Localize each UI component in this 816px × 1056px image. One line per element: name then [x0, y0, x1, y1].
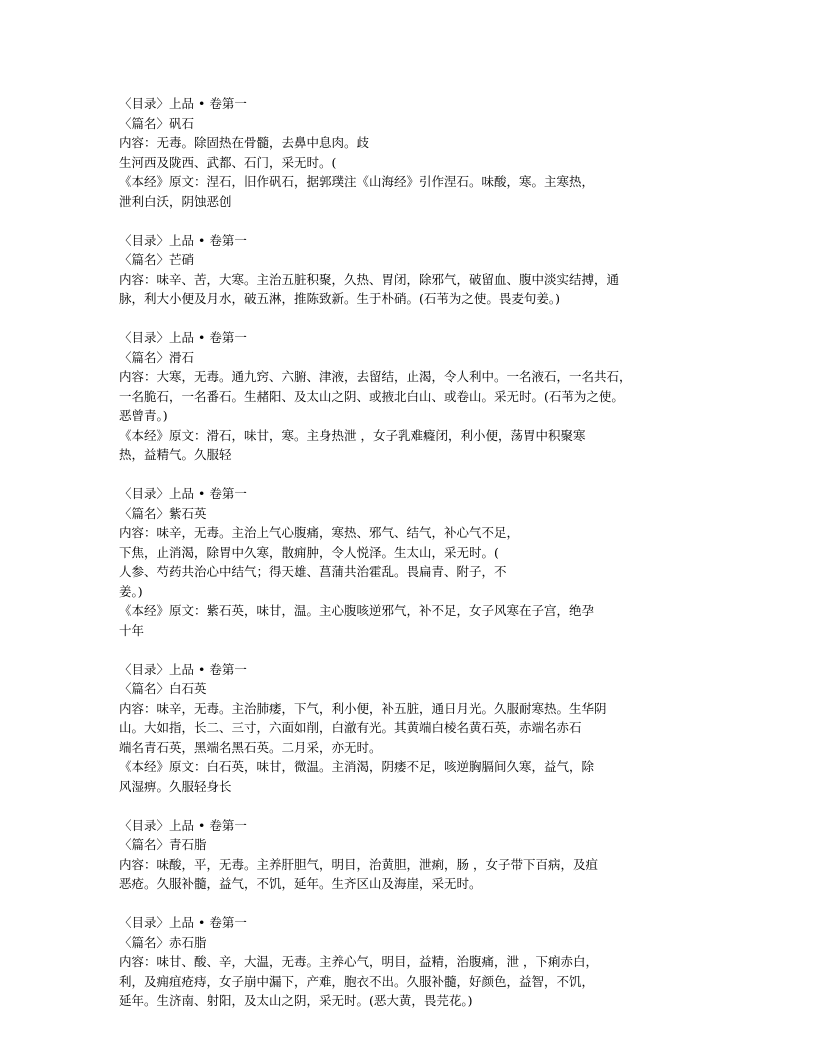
entry-text-line: 热，益精气。久服轻 — [119, 447, 232, 462]
entry-text-line: 恶曾青。) — [119, 408, 168, 423]
entry-catalog-line: 〈目录〉上品 • 卷第一 — [119, 330, 247, 345]
entry-text-line: 内容：味酸，平，无毒。主养肝胆气，明目，治黄胆，泄痢，肠 ，女子带下百病，及疽 — [119, 856, 598, 872]
herb-entry — [119, 484, 719, 640]
entry-text-line: 山。大如指，长二、三寸，六面如削，白澈有光。其黄端白棱名黄石英，赤端名赤石 — [119, 720, 582, 735]
herb-entry — [119, 913, 719, 1011]
herb-entry — [119, 94, 719, 211]
entry-title-line: 〈篇名〉青石脂 — [119, 837, 207, 852]
entry-text-line: 恶疮。久服补髓，益气，不饥，延年。生齐区山及海崖，采无时。 — [119, 876, 482, 891]
entry-text-line: 《本经》原文：白石英，味甘，微温。主消渴，阴痿不足，咳逆胸膈间久寒，益气，除 — [119, 759, 595, 774]
document-page — [119, 94, 719, 1030]
entry-text-line: 利，及痈疽疮痔，女子崩中漏下，产难，胞衣不出。久服补髓，好颜色，益智，不饥， — [119, 973, 595, 989]
entry-text-line: 内容：味甘、酸、辛，大温，无毒。主养心气，明目，益精，治腹痛，泄 ，下痢赤白， — [119, 954, 598, 969]
entry-title-line: 〈篇名〉滑石 — [119, 349, 195, 365]
entry-text-line: 内容：味辛，无毒。主治上气心腹痛，寒热、邪气、结气，补心气不足， — [119, 525, 520, 540]
entry-catalog-line: 〈目录〉上品 • 卷第一 — [119, 96, 247, 111]
entry-text-line: 一名脆石，一名番石。生赭阳、及太山之阴、或掖北白山、或卷山。采无时。(石苇为之使。 — [119, 388, 624, 404]
entry-text-line: 延年。生济南、射阳，及太山之阴，采无时。(恶大黄，畏芫花。) — [119, 993, 473, 1008]
entry-catalog-line: 〈目录〉上品 • 卷第一 — [119, 817, 247, 833]
herb-entry — [119, 660, 719, 797]
entry-text-line: 脉，利大小便及月水，破五淋，推陈致新。生于朴硝。(石苇为之使。畏麦句姜。) — [119, 291, 561, 306]
herb-entry — [119, 816, 719, 894]
entry-text-line: 端名青石英，黑端名黑石英。二月采，亦无时。 — [119, 739, 382, 755]
entry-title-line: 〈篇名〉白石英 — [119, 681, 207, 696]
entry-text-line: 内容：无毒。除固热在骨髓，去鼻中息肉。歧 — [119, 135, 370, 150]
entry-title-line: 〈篇名〉芒硝 — [119, 252, 195, 267]
entry-text-line: 《本经》原文：紫石英，味甘，温。主心腹咳逆邪气，补不足，女子风寒在子宫，绝孕 — [119, 603, 595, 618]
entry-catalog-line: 〈目录〉上品 • 卷第一 — [119, 232, 247, 248]
entry-catalog-line: 〈目录〉上品 • 卷第一 — [119, 915, 247, 930]
entry-text-line: 姜。) — [119, 583, 143, 599]
herb-entry — [119, 328, 719, 465]
entry-title-line: 〈篇名〉赤石脂 — [119, 934, 207, 950]
herb-entry — [119, 231, 719, 309]
entry-title-line: 〈篇名〉矾石 — [119, 115, 195, 131]
entry-catalog-line: 〈目录〉上品 • 卷第一 — [119, 486, 247, 501]
entry-text-line: 《本经》原文：涅石，旧作矾石，据郭璞注《山海经》引作涅石。味酸，寒。主寒热， — [119, 174, 595, 189]
entry-catalog-line: 〈目录〉上品 • 卷第一 — [119, 661, 247, 677]
entry-title-line: 〈篇名〉紫石英 — [119, 505, 207, 521]
entry-text-line: 生河西及陇西、武都、石门，采无时。( — [119, 154, 337, 170]
entry-text-line: 人参、芍药共治心中结气；得天雄、菖蒲共治霍乱。畏扁青、附子，不 — [119, 564, 507, 579]
entry-text-line: 下焦，止消渴，除胃中久寒，散痈肿，令人悦泽。生太山，采无时。( — [119, 544, 499, 560]
entry-text-line: 内容：味辛，无毒。主治肺痿，下气，利小便，补五脏，通日月光。久服耐寒热。生华阴 — [119, 700, 607, 716]
entry-text-line: 十年 — [119, 622, 145, 638]
entry-text-line: 泄利白沃，阴蚀恶创 — [119, 193, 232, 209]
entry-text-line: 风湿痹。久服轻身长 — [119, 778, 232, 794]
entry-text-line: 内容：大寒，无毒。通九窍、六腑、津液，去留结，止渴，令人利中。一名液石，一名共石， — [119, 369, 632, 384]
entry-text-line: 内容：味辛、苦，大寒。主治五脏积聚，久热、胃闭，除邪气，破留血、腹中淡实结搏，通 — [119, 271, 620, 287]
entry-text-line: 《本经》原文：滑石，味甘，寒。主身热泄 ，女子乳难癃闭，利小便，荡胃中积聚寒 — [119, 427, 586, 443]
